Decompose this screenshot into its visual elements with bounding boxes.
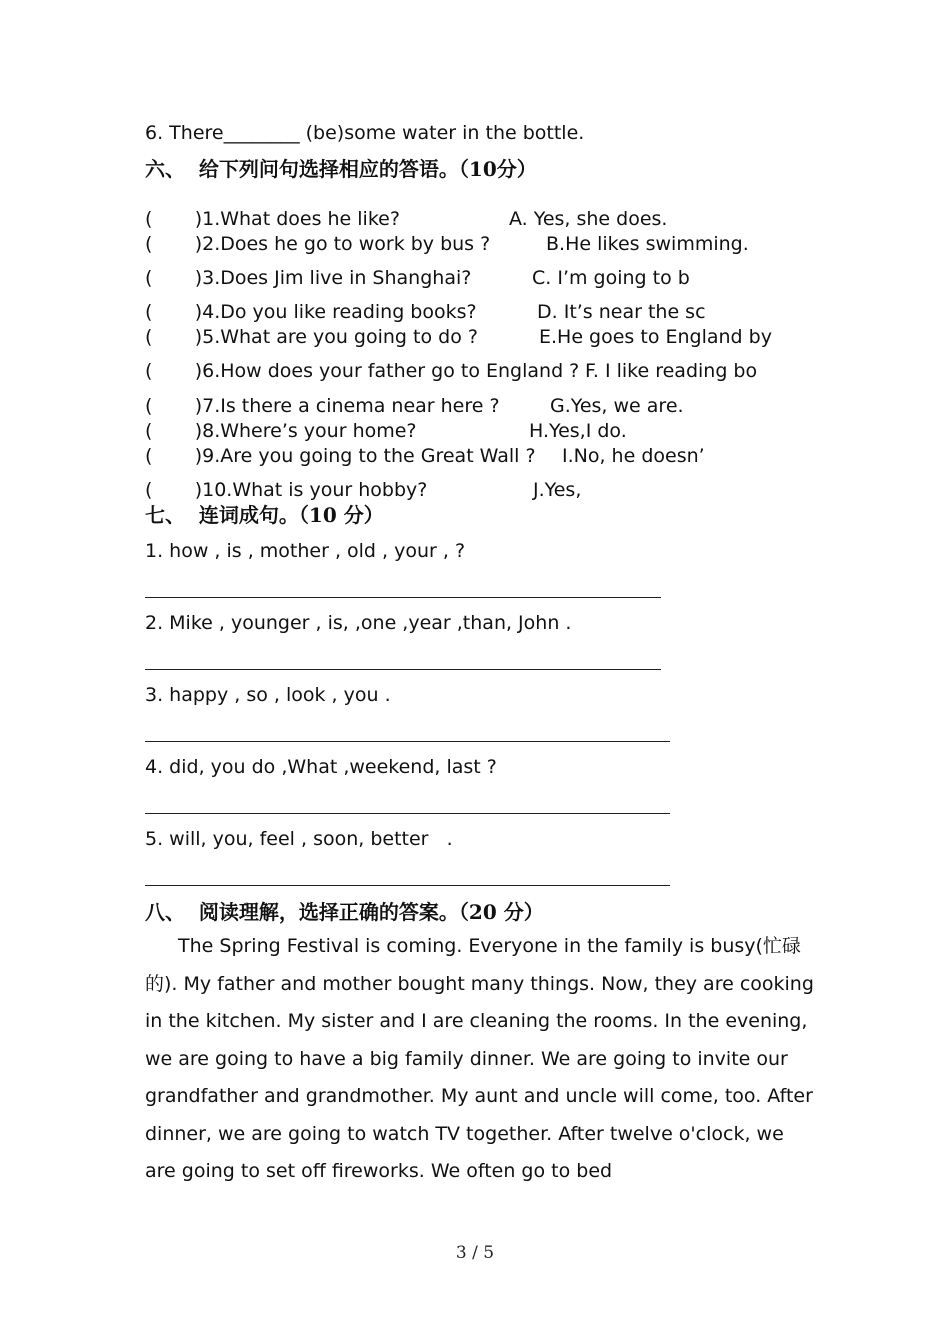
matching-question: ( )8.Where’s your home?: [145, 420, 417, 442]
fill-blank-question-6: 6. There________ (be)some water in the bottle.: [145, 122, 585, 144]
sentence-item: 4. did, you do ,What ,weekend, last ?: [145, 756, 497, 778]
matching-answer: F. I like reading bo: [585, 360, 758, 382]
matching-question: ( )4.Do you like reading books?: [145, 301, 477, 323]
matching-answer: C. I’m going to b: [532, 267, 690, 289]
sentence-item: 3. happy , so , look , you .: [145, 684, 391, 706]
page-number: 3 / 5: [455, 1243, 495, 1263]
matching-answer: A. Yes, she does.: [509, 208, 668, 230]
matching-question: ( )1.What does he like?: [145, 208, 400, 230]
matching-answer: D. It’s near the sc: [537, 301, 706, 323]
sentence-item: 1. how , is , mother , old , your , ?: [145, 540, 466, 562]
matching-answer: I.No, he doesn’: [562, 445, 705, 467]
sentence-item: 2. Mike , younger , is, ,one ,year ,than, John .: [145, 612, 572, 634]
matching-question: ( )9.Are you going to the Great Wall ?: [145, 445, 536, 467]
answer-line[interactable]: [145, 741, 670, 742]
sentence-item: 5. will, you, feel , soon, better .: [145, 828, 453, 850]
matching-question: ( )3.Does Jim live in Shanghai?: [145, 267, 472, 289]
answer-line[interactable]: [145, 885, 670, 886]
answer-line[interactable]: [145, 597, 661, 598]
matching-answer: H.Yes,I do.: [529, 420, 627, 442]
section-7-title: 七、 连词成句。（10 分）: [145, 503, 384, 527]
answer-line[interactable]: [145, 813, 670, 814]
section-8-title: 八、 阅读理解，选择正确的答案。（20 分）: [145, 900, 544, 924]
matching-answer: B.He likes swimming.: [546, 233, 749, 255]
matching-answer: G.Yes, we are.: [550, 395, 684, 417]
matching-question: ( )7.Is there a cinema near here ?: [145, 395, 500, 417]
matching-question: ( )6.How does your father go to England ?: [145, 360, 580, 382]
matching-question: ( )5.What are you going to do ?: [145, 326, 478, 348]
answer-line[interactable]: [145, 669, 661, 670]
section-6-title: 六、 给下列问句选择相应的答语。（10分）: [145, 157, 537, 181]
reading-passage: The Spring Festival is coming. Everyone in the family is busy(忙碌的). My father and mother bought many things. Now, they are cooking in the kitchen. My sister and I are cleaning the rooms. In the evening, we are going to have a big family dinner. We are going to invite our grandfather and grandmother. My aunt and uncle will come, too. After dinner, we are going to watch TV together. After twelve o'clock, we are going to set off fireworks. We often go to bed: [145, 935, 814, 1182]
matching-question: ( )10.What is your hobby?: [145, 479, 428, 501]
matching-question: ( )2.Does he go to work by bus ?: [145, 233, 491, 255]
matching-answer: J.Yes,: [533, 479, 582, 501]
matching-answer: E.He goes to England by: [539, 326, 772, 348]
